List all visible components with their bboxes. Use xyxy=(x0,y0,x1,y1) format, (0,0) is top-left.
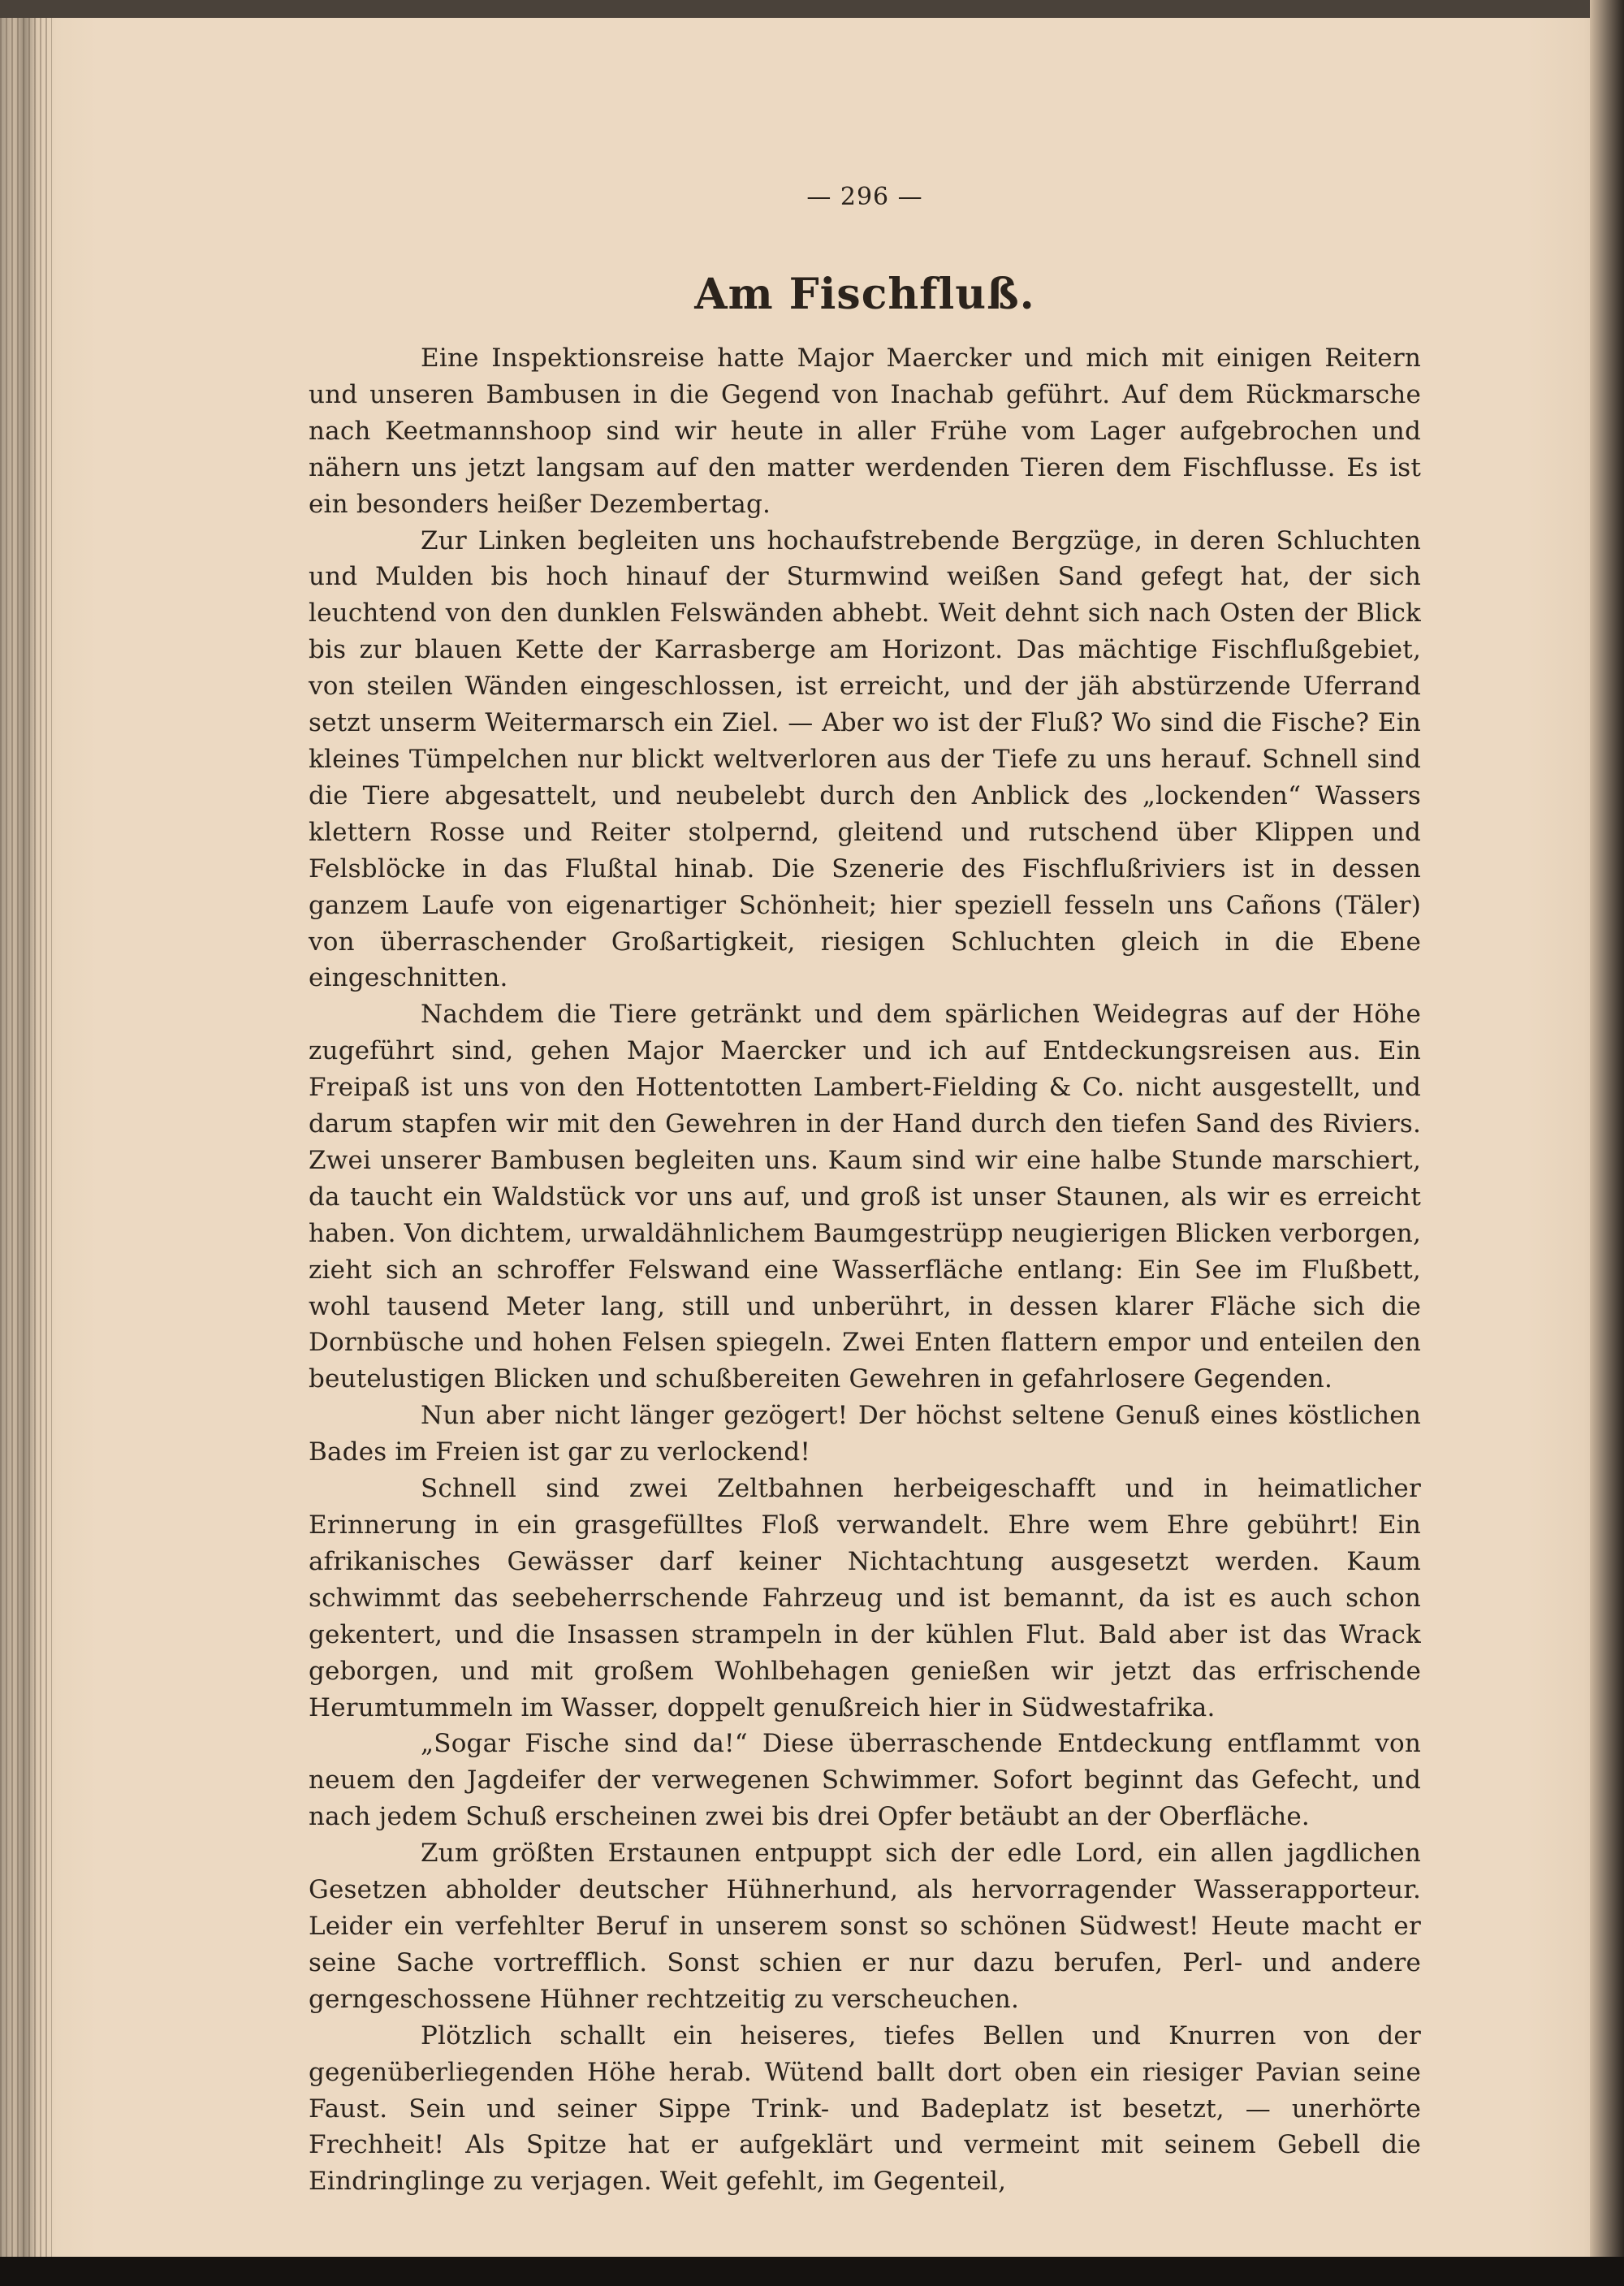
scan-bottom-border xyxy=(0,2257,1624,2286)
paragraph-5: Schnell sind zwei Zeltbahnen herbeigeschafft und in heimatlicher Erinnerung in ein grasgefülltes Floß verwandelt. Ehre wem Ehre gebührt! Ein afrikanisches Gewässer darf keiner Nichtachtung ausgesetzt werden. Kaum schwimmt das seebeherrschende Fahrzeug und ist bemannt, da ist es auch schon gekentert, und die Insassen strampeln in der kühlen Flut. Bald aber ist das Wrack geborgen, und mit großem Wohlbehagen genießen wir jetzt das erfrischende Herumtummeln im Wasser, doppelt genußreich hier in Südwestafrika. xyxy=(309,1474,1421,1722)
scan-right-border xyxy=(1590,0,1624,2286)
paragraph-4: Nun aber nicht länger gezögert! Der höchst seltene Genuß eines köstlichen Bades im Freien ist gar zu verlockend! xyxy=(309,1401,1421,1467)
paragraph-6: „Sogar Fische sind da!“ Diese überraschende Entdeckung entflammt von neuem den Jagdeifer der verwegenen Schwimmer. Sofort beginnt das Gefecht, und nach jedem Schuß erscheinen zwei bis drei Opfer betäubt an der Oberfläche. xyxy=(309,1729,1421,1832)
paragraph-1: Eine Inspektionsreise hatte Major Maercker und mich mit einigen Reitern und unseren Bambusen in die Gegend von Inachab geführt. Auf dem Rückmarsche nach Keetmannshoop sind wir heute in aller Frühe vom Lager aufgebrochen und nähern uns jetzt langsam auf den matter werdenden Tieren dem Fischflusse. Es ist ein besonders heißer Dezembertag. xyxy=(309,344,1421,519)
paragraph-3: Nachdem die Tiere getränkt und dem spärlichen Weidegras auf der Höhe zugeführt sind, gehen Major Maercker und ich auf Entdeckungsreisen aus. Ein Freipaß ist uns von den Hottentotten Lambert-Fielding & Co. nicht ausgestellt, und darum stapfen wir mit den Gewehren in der Hand durch den tiefen Sand des Riviers. Zwei unserer Bambusen begleiten uns. Kaum sind wir eine halbe Stunde marschiert, da taucht ein Waldstück vor uns auf, und groß ist unser Staunen, als wir es erreicht haben. Von dichtem, urwaldähnlichem Baumgestrüpp neugierigen Blicken verborgen, zieht sich an schroffer Felswand eine Wasserfläche entlang: Ein See im Flußbett, wohl tausend Meter lang, still und unberührt, in dessen klarer Fläche sich die Dornbüsche und hohen Felsen spiegeln. Zwei Enten flattern empor und enteilen den beutelustigen Blicken und schußbereiten Gewehren in gefahrlosere Gegenden. xyxy=(309,1000,1421,1394)
scan-top-border xyxy=(0,0,1624,18)
paragraph-8: Plötzlich schallt ein heiseres, tiefes Bellen und Knurren von der gegenüberliegenden Höhe herab. Wütend ballt dort oben ein riesiger Pavian seine Faust. Sein und seiner Sippe Trink- und Badeplatz ist besetzt, — unerhörte Frechheit! Als Spitze hat er aufgeklärt und vermeint mit seinem Gebell die Eindringlinge zu verjagen. Weit gefehlt, im Gegenteil, xyxy=(309,2020,1421,2197)
page-number: — 296 — xyxy=(806,183,923,211)
chapter-title: Am Fischfluß. xyxy=(694,270,1035,319)
book-page-edges xyxy=(0,0,52,2286)
page-content xyxy=(309,183,1421,2200)
paragraph-2: Zur Linken begleiten uns hochaufstrebende Bergzüge, in deren Schluchten und Mulden bis hoch hinauf der Sturmwind weißen Sand gefegt hat, der sich leuchtend von den dunklen Felswänden abhebt. Weit dehnt sich nach Osten der Blick bis zur blauen Kette der Karrasberge am Horizont. Das mächtige Fischflußgebiet, von steilen Wänden eingeschlossen, ist erreicht, und der jäh abstürzende Uferrand setzt unserm Weitermarsch ein Ziel. — Aber wo ist der Fluß? Wo sind die Fische? Ein kleines Tümpelchen nur blickt weltverloren aus der Tiefe zu uns herauf. Schnell sind die Tiere abgesattelt, und neubelebt durch den Anblick des „lockenden“ Wassers klettern Rosse und Reiter stolpernd, gleitend und rutschend über Klippen und Felsblöcke in das Flußtal hinab. Die Szenerie des Fischflußriviers ist in dessen ganzem Laufe von eigenartiger Schönheit; hier speziell fesseln uns Cañons (Täler) von überraschender Großartigkeit, riesigen Schluchten gleich in die Ebene eingeschnitten. xyxy=(309,525,1421,993)
paragraph-7: Zum größten Erstaunen entpuppt sich der edle Lord, ein allen jagdlichen Gesetzen abholder deutscher Hühnerhund, als hervorragender Wasserapporteur. Leider ein verfehlter Beruf in unserem sonst so schönen Südwest! Heute macht er seine Sache vortrefflich. Sonst schien er nur dazu berufen, Perl- und andere gerngeschossene Hühner rechtzeitig zu verscheuchen. xyxy=(309,1839,1421,2014)
